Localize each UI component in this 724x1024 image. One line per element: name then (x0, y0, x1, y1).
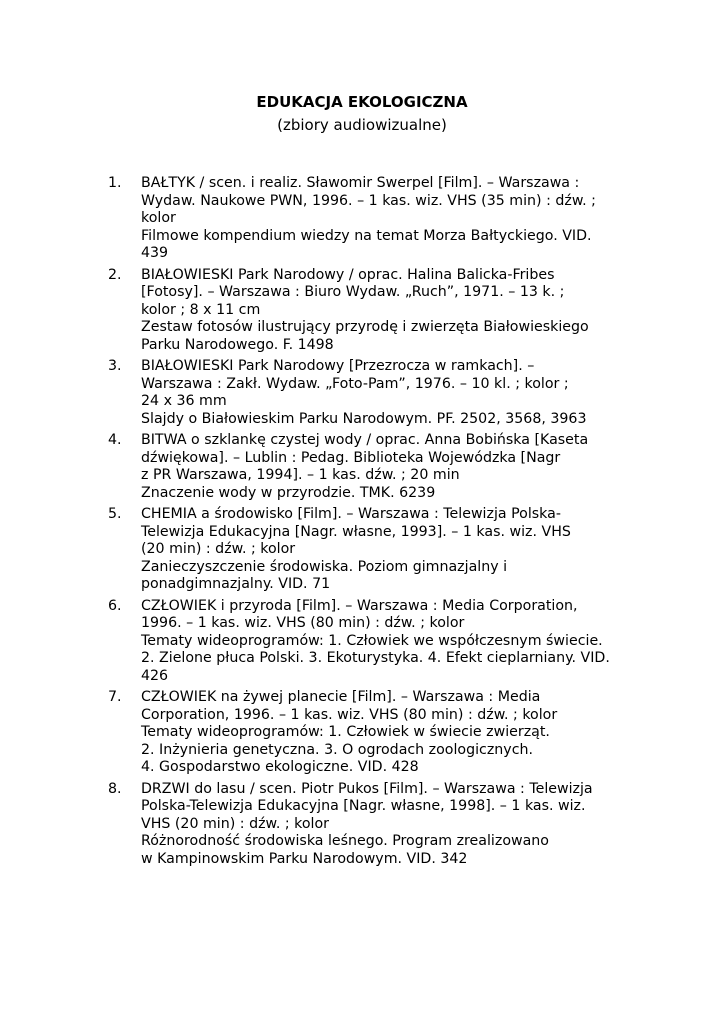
list-item-line: BAŁTYK / scen. i realiz. Sławomir Swerpel [Film]. – Warszawa : (141, 175, 580, 191)
list-item-number: 7. (108, 689, 122, 705)
list-item-line: Telewizja Edukacyjna [Nagr. własne, 1993]. – 1 kas. wiz. VHS (141, 523, 571, 540)
list-item-line: Zanieczyszczenie środowiska. Poziom gimnazjalny i (141, 558, 508, 575)
list-item-number: 6. (108, 597, 122, 614)
list-item-line: Corporation, 1996. – 1 kas. wiz. VHS (80 min) : dźw. ; kolor (141, 706, 558, 723)
list-item-line: [Fotosy]. – Warszawa : Biuro Wydaw. „Ruch”, 1971. – 13 k. ; (141, 284, 565, 300)
list-item-line: 4. Gospodarstwo ekologiczne. VID. 428 (141, 759, 419, 775)
list-item-line: CZŁOWIEK na żywej planecie [Film]. – Warszawa : Media (141, 689, 541, 705)
list-item-number: 1. (108, 175, 122, 191)
list-item-line: 2. Inżynieria genetyczna. 3. O ogrodach zoologicznych. (141, 741, 533, 758)
list-item-number: 3. (108, 358, 122, 374)
list-item-line: kolor (141, 210, 176, 226)
list-item (108, 598, 648, 686)
list-item (108, 781, 648, 869)
list-item-line: Warszawa : Zakł. Wydaw. „Foto-Pam”, 1976. – 10 kl. ; kolor ; (141, 375, 569, 392)
list-item-number: 2. (108, 266, 122, 283)
list-item-line: CZŁOWIEK i przyroda [Film]. – Warszawa : Media Corporation, (141, 597, 578, 614)
list-item-number: 5. (108, 506, 122, 522)
list-item-line: VHS (20 min) : dźw. ; kolor (141, 815, 329, 832)
list-item-line: BIAŁOWIESKI Park Narodowy / oprac. Halina Balicka-Fribes (141, 266, 555, 283)
list-item-number: 4. (108, 432, 122, 448)
list-item-number: 8. (108, 780, 122, 797)
list-item-line: BITWA o szklankę czystej wody / oprac. Anna Bobińska [Kaseta (141, 432, 589, 448)
list-item-line: Slajdy o Białowieskim Parku Narodowym. PF. 2502, 3568, 3963 (141, 410, 587, 427)
list-item-line: Różnorodność środowiska leśnego. Program zrealizowano (141, 833, 549, 849)
list-item-text (141, 175, 648, 263)
list-item-line: CHEMIA a środowisko [Film]. – Warszawa : Telewizja Polska- (141, 506, 561, 522)
list-item-line: BIAŁOWIESKI Park Narodowy [Przezrocza w ramkach]. – (141, 358, 535, 374)
list-item-line: DRZWI do lasu / scen. Piotr Pukos [Film]. – Warszawa : Telewizja (141, 780, 593, 797)
list-item-line: Tematy wideoprogramów: 1. Człowiek w świecie zwierząt. (141, 724, 550, 740)
list-item-text (141, 432, 648, 502)
list-item-text (141, 267, 648, 355)
bibliography-list (108, 175, 648, 872)
list-item-line: 24 x 36 mm (141, 393, 227, 409)
list-item-line: 1996. – 1 kas. wiz. VHS (80 min) : dźw. ; kolor (141, 615, 465, 631)
list-item-line: 426 (141, 667, 169, 684)
list-item-line: z PR Warszawa, 1994]. – 1 kas. dźw. ; 20 min (141, 467, 460, 483)
list-item-line: Polska-Telewizja Edukacyjna [Nagr. własne, 1998]. – 1 kas. wiz. (141, 798, 586, 814)
list-item-text (141, 689, 648, 777)
list-item-line: dźwiękowa]. – Lublin : Pedag. Biblioteka Wojewódzka [Nagr (141, 449, 561, 466)
list-item (108, 506, 648, 594)
list-item (108, 267, 648, 355)
page-title: EDUKACJA EKOLOGICZNA (256, 93, 468, 111)
list-item-line: Wydaw. Naukowe PWN, 1996. – 1 kas. wiz. VHS (35 min) : dźw. ; (141, 192, 596, 209)
list-item (108, 358, 648, 428)
list-item-line: kolor ; 8 x 11 cm (141, 301, 261, 318)
list-item-line: w Kampinowskim Parku Narodowym. VID. 342 (141, 850, 468, 867)
list-item-line: Tematy wideoprogramów: 1. Człowiek we współczesnym świecie. (141, 632, 603, 649)
list-item-text (141, 358, 648, 428)
list-item (108, 175, 648, 263)
list-item-text (141, 781, 648, 869)
list-item-line: Znaczenie wody w przyrodzie. TMK. 6239 (141, 484, 436, 501)
list-item-line: Zestaw fotosów ilustrujący przyrodę i zwierzęta Białowieskiego (141, 319, 589, 335)
list-item-line: Filmowe kompendium wiedzy na temat Morza Bałtyckiego. VID. (141, 227, 592, 244)
list-item (108, 689, 648, 777)
list-item-text (141, 506, 648, 594)
list-item-line: ponadgimnazjalny. VID. 71 (141, 576, 331, 592)
list-item-line: 439 (141, 245, 169, 261)
list-item-line: 2. Zielone płuca Polski. 3. Ekoturystyka. 4. Efekt cieplarniany. VID. (141, 650, 610, 666)
list-item-line: (20 min) : dźw. ; kolor (141, 541, 296, 557)
list-item-line: Parku Narodowego. F. 1498 (141, 336, 334, 353)
list-item-text (141, 598, 648, 686)
list-item (108, 432, 648, 502)
page-subtitle: (zbiory audiowizualne) (277, 116, 447, 134)
